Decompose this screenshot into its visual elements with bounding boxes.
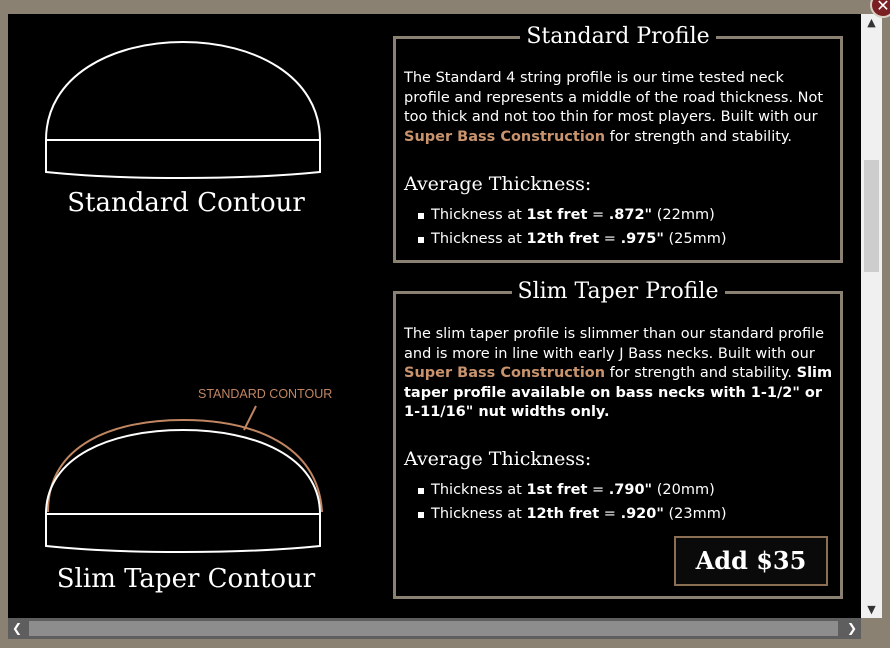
slim-taper-contour-diagram <box>42 384 352 564</box>
scroll-right-icon[interactable]: ❯ <box>846 621 858 635</box>
slim-thickness-list <box>418 478 727 526</box>
scroll-left-icon[interactable]: ❮ <box>11 621 23 635</box>
close-icon[interactable]: ✕ <box>870 0 890 18</box>
horizontal-scrollbar[interactable] <box>8 618 861 639</box>
standard-contour-overlay-label: STANDARD CONTOUR <box>198 387 333 401</box>
scroll-down-icon[interactable]: ▼ <box>867 603 876 616</box>
standard-profile-description: The Standard 4 string profile is our time tested neck profile and represents a middle of the road thickness. Not too thick and not too thin for most players. Built with our Super Bass Construction for strength and stability. <box>404 70 824 145</box>
add-slim-taper-button[interactable]: Add $35 <box>674 536 828 586</box>
slim-taper-profile-description: The slim taper profile is slimmer than our standard profile and is more in line with early J Bass necks. Built with our Super Bass Construction for strength and stability. Slim taper profile available on bass necks with 1-1/2" or 1-11/16" nut widths only. <box>404 326 833 420</box>
slim-taper-profile-title: Slim Taper Profile <box>512 279 725 304</box>
standard-contour-label: Standard Contour <box>67 188 305 218</box>
list-item: Thickness at 12th fret = .920" (23mm) <box>418 502 727 526</box>
list-item: Thickness at 12th fret = .975" (25mm) <box>418 227 727 251</box>
vertical-scroll-thumb[interactable] <box>864 160 879 272</box>
standard-contour-diagram <box>42 36 332 206</box>
super-bass-construction-link[interactable]: Super Bass Construction <box>404 365 606 381</box>
slim-taper-contour-label: Slim Taper Contour <box>56 564 316 594</box>
content-viewport <box>8 14 861 618</box>
standard-thickness-list <box>418 203 727 251</box>
slim-average-thickness-heading: Average Thickness: <box>404 448 592 470</box>
standard-profile-panel <box>393 24 843 263</box>
horizontal-scroll-thumb[interactable] <box>29 621 838 636</box>
scroll-up-icon[interactable]: ▲ <box>867 16 876 29</box>
super-bass-construction-link[interactable]: Super Bass Construction <box>404 128 606 145</box>
vertical-scrollbar[interactable] <box>861 14 882 618</box>
slim-taper-profile-panel <box>393 279 843 599</box>
list-item: Thickness at 1st fret = .790" (20mm) <box>418 478 727 502</box>
standard-average-thickness-heading: Average Thickness: <box>404 173 592 195</box>
standard-profile-title: Standard Profile <box>520 24 715 49</box>
list-item: Thickness at 1st fret = .872" (22mm) <box>418 203 727 227</box>
